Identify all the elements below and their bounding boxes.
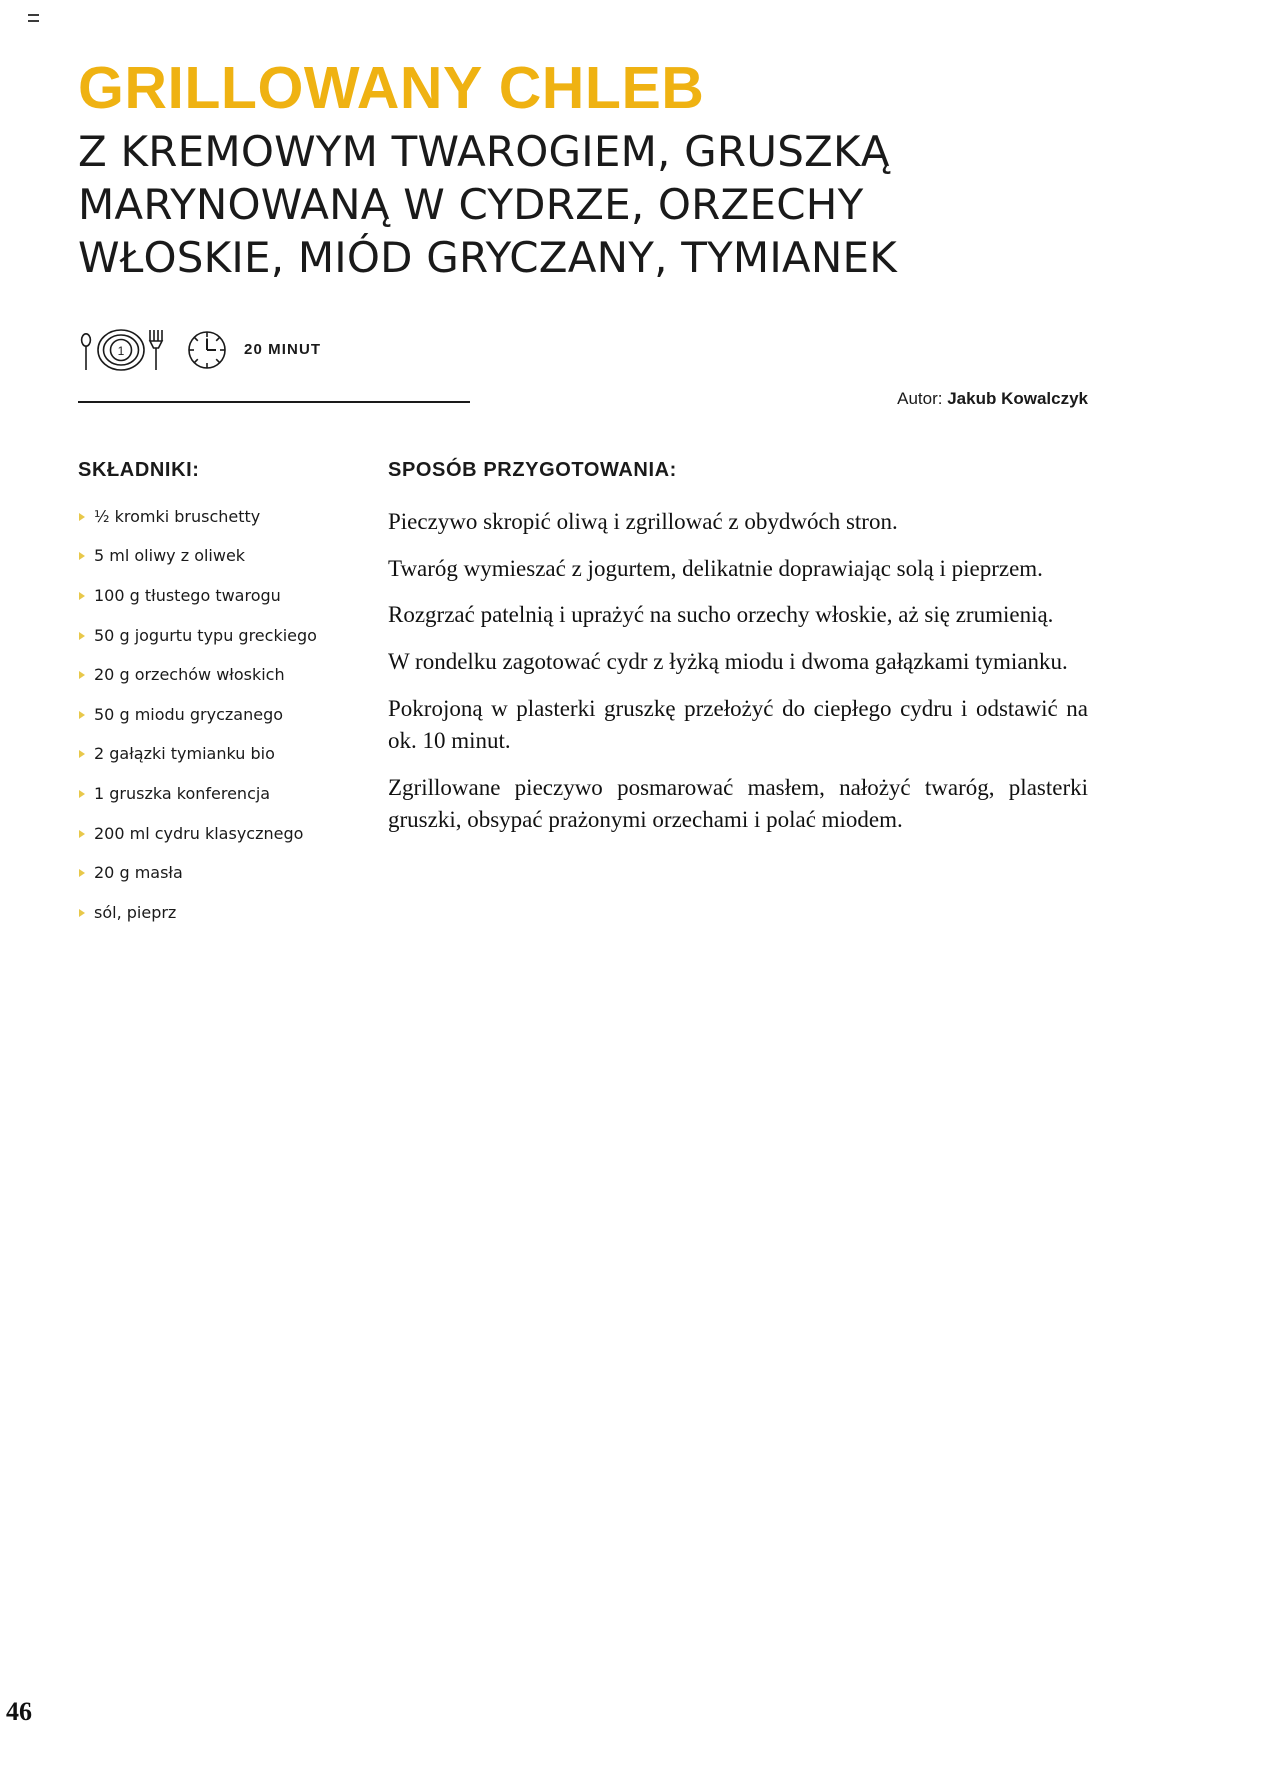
- ingredient-item: 20 g orzechów włoskich: [78, 664, 388, 686]
- author-name: Jakub Kowalczyk: [947, 388, 1088, 408]
- plate-cutlery-icon: [78, 328, 170, 372]
- preparation-heading: SPOSÓB PRZYGOTOWANIA:: [388, 458, 677, 481]
- ingredient-item: 20 g masła: [78, 862, 388, 884]
- corner-mark-icon: [28, 14, 39, 22]
- recipe-columns: [78, 459, 1088, 942]
- preparation-column: [388, 459, 1088, 942]
- horizontal-divider: [78, 401, 470, 403]
- preparation-step: Twaróg wymieszać z jogurtem, delikatnie doprawiając solą i pieprzem.: [388, 555, 1043, 581]
- ingredients-list: [78, 506, 388, 924]
- ingredient-item: 50 g jogurtu typu greckiego: [78, 625, 388, 647]
- page-subtitle: Z KREMOWYM TWAROGIEM, GRUSZKĄ MARYNOWANĄ W CYDRZE, ORZECHY WŁOSKIE, MIÓD GRYCZANY, TYMIANEK: [78, 127, 897, 282]
- ingredient-item: 50 g miodu gryczanego: [78, 704, 388, 726]
- author-credit: [897, 389, 1088, 409]
- preparation-step: W rondelku zagotować cydr z łyżką miodu i dwoma gałązkami tymianku.: [388, 648, 1068, 674]
- ingredient-item: 1 gruszka konferencja: [78, 783, 388, 805]
- svg-text:1: 1: [117, 343, 125, 358]
- preparation-steps: [388, 506, 1088, 837]
- ingredients-heading: SKŁADNIKI:: [78, 458, 200, 481]
- ingredient-item: 2 gałązki tymianku bio: [78, 743, 388, 765]
- meta-divider-row: [78, 389, 1088, 417]
- preparation-step: Pokrojoną w plasterki gruszkę przełożyć do ciepłego cydru i odstawić na ok. 10 minut.: [388, 695, 1088, 754]
- preparation-step: Pieczywo skropić oliwą i zgrillować z obydwóch stron.: [388, 508, 898, 534]
- ingredient-item: 200 ml cydru klasycznego: [78, 823, 388, 845]
- page-title: GRILLOWANY CHLEB: [78, 55, 705, 121]
- ingredient-item: ½ kromki bruschetty: [78, 506, 388, 528]
- clock-icon: [184, 327, 230, 373]
- ingredient-item: 5 ml oliwy z oliwek: [78, 545, 388, 567]
- author-prefix: Autor:: [897, 388, 943, 408]
- ingredient-item: sól, pieprz: [78, 902, 388, 924]
- ingredients-column: [78, 459, 388, 942]
- page-number: 46: [6, 1697, 32, 1726]
- ingredient-item: 100 g tłustego twarogu: [78, 585, 388, 607]
- page-content: [78, 55, 1088, 941]
- preparation-step: Zgrillowane pieczywo posmarować masłem, nałożyć twaróg, plasterki gruszki, obsypać prażonymi orzechami i polać miodem.: [388, 774, 1088, 833]
- prep-time-label: 20 MINUT: [244, 341, 322, 359]
- preparation-step: Rozgrzać patelnią i uprażyć na sucho orzechy włoskie, aż się zrumienią.: [388, 602, 1054, 628]
- recipe-meta-row: [78, 327, 1088, 373]
